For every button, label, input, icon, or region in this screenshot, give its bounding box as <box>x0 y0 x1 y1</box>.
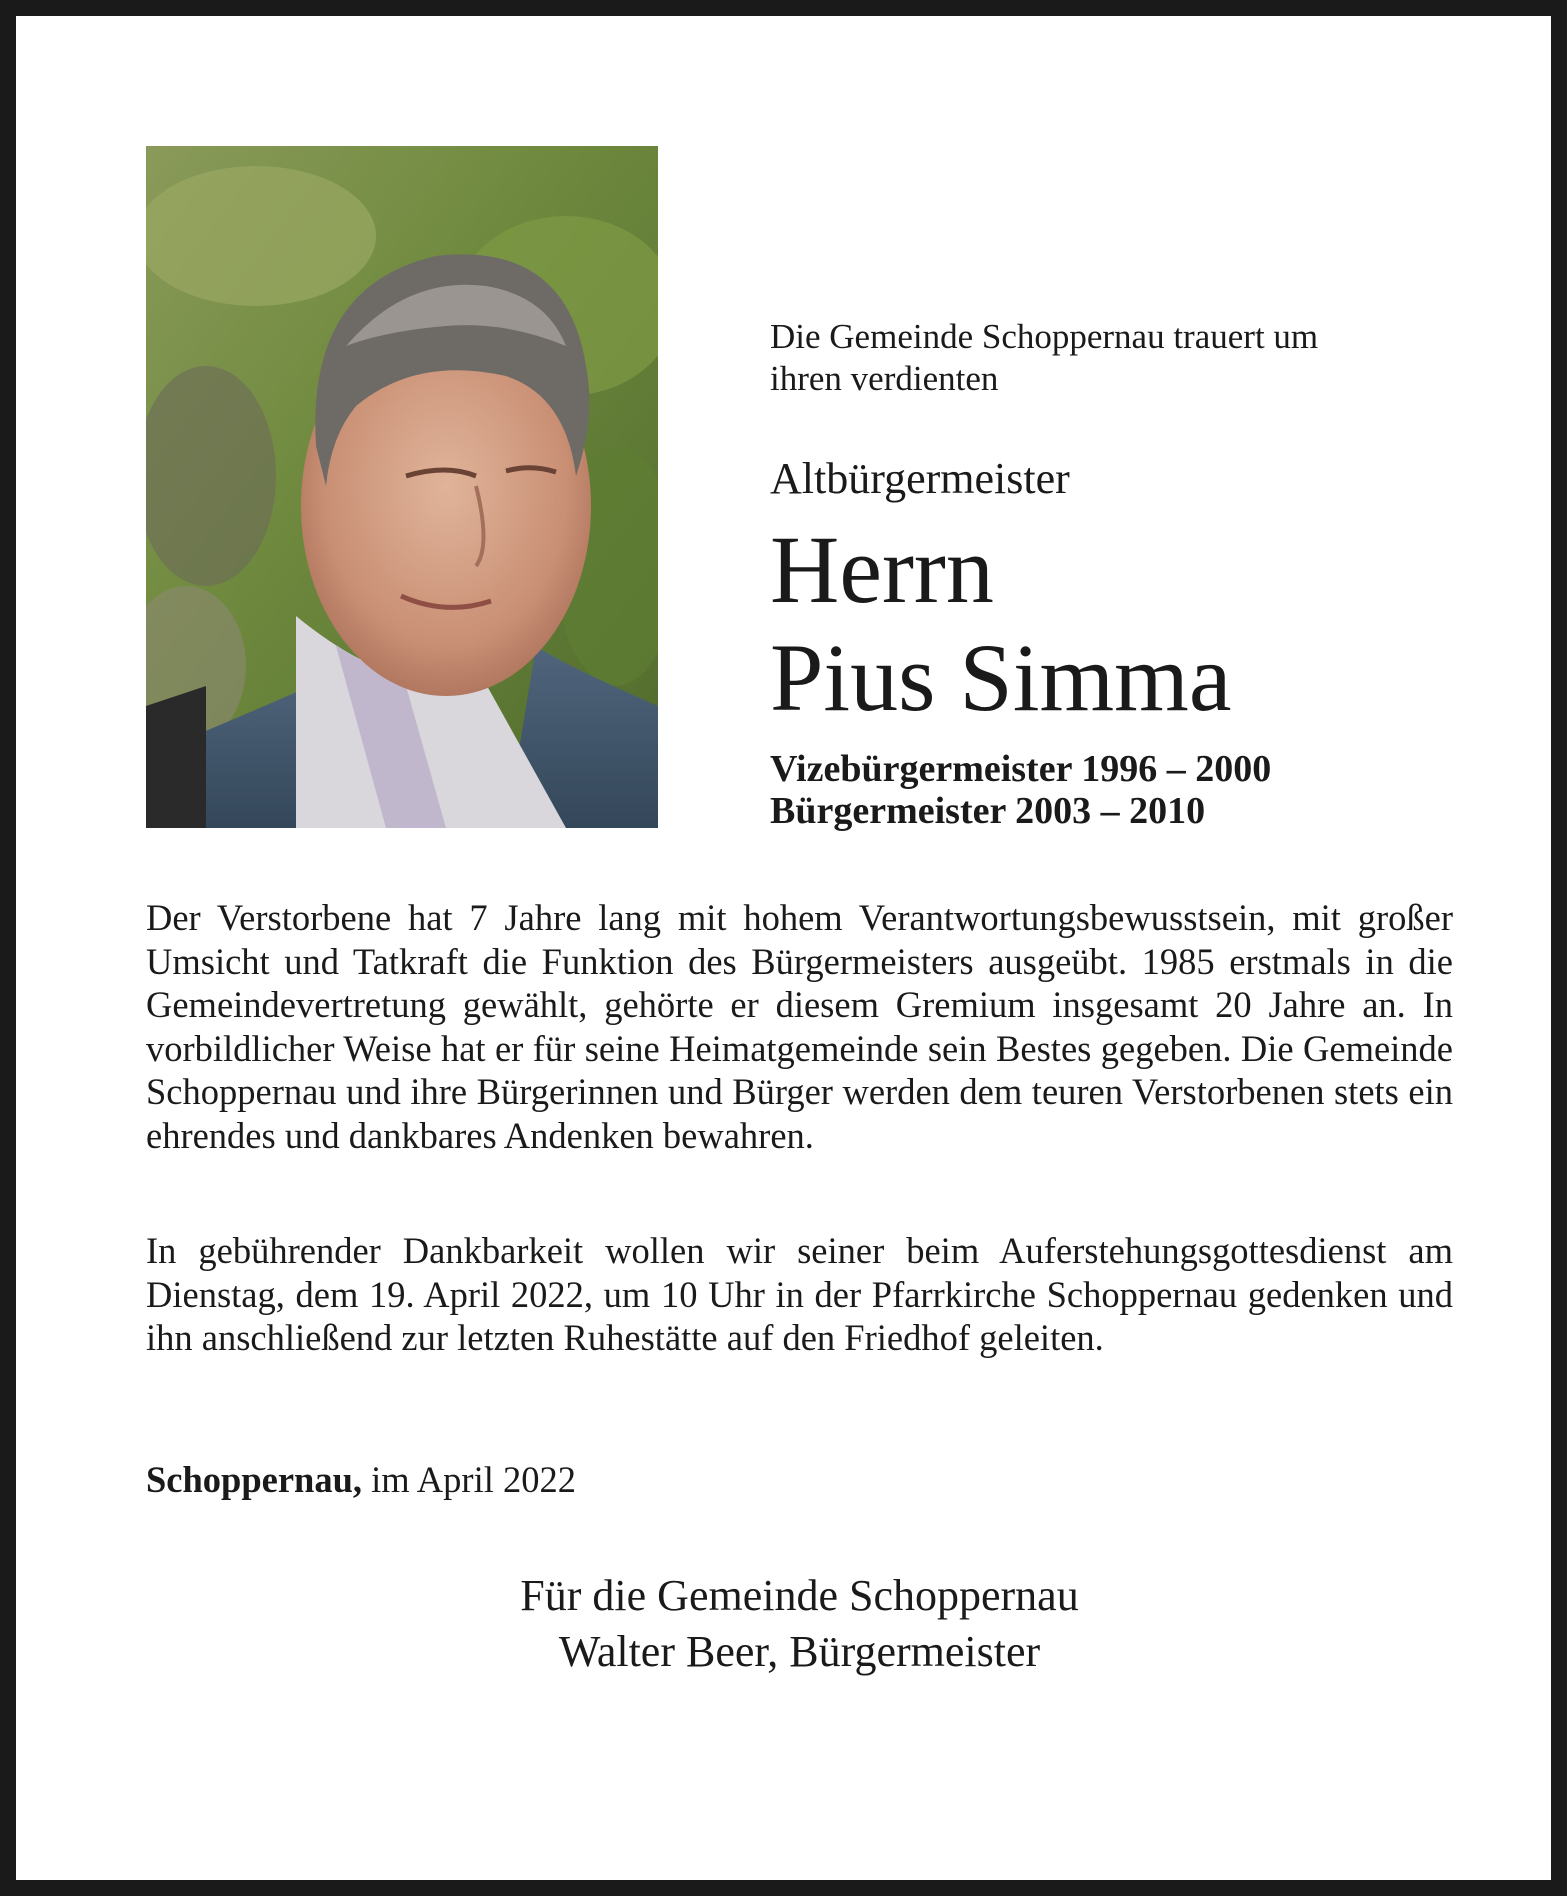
offices-held <box>770 748 1271 832</box>
signature-line-2: Walter Beer, Bürgermeister <box>558 1627 1041 1676</box>
intro-text <box>770 316 1490 400</box>
signature-block <box>146 1568 1453 1680</box>
place-town: Schoppernau, <box>146 1459 363 1500</box>
intro-line-2: ihren verdienten <box>770 359 999 398</box>
office-vice-mayor: Vizebürgermeister 1996 – 2000 <box>770 748 1272 790</box>
place-and-date <box>146 1458 576 1502</box>
deceased-name <box>770 516 1231 732</box>
tribute-paragraph: Der Verstorbene hat 7 Jahre lang mit hohem Verantwortungsbewusstsein, mit großer Umsicht und Tatkraft die Funktion des Bürgermeisters ausgeübt. 1985 erstmals in die Gemeindevertretung gewählt, gehörte er diesem Gremium insgesamt 20 Jahre an. In vorbildlicher Weise hat er für seine Heimatgemeinde sein Bestes gegeben. Die Gemeinde Schoppernau und ihre Bürgerinnen und Bürger werden dem teuren Verstorbenen stets ein ehrendes und dankbares Andenken bewahren. <box>146 897 1453 1156</box>
portrait-photo <box>146 146 658 828</box>
intro-line-1: Die Gemeinde Schoppernau trauert um <box>770 317 1319 356</box>
name-line-2: Pius Simma <box>770 624 1232 731</box>
funeral-paragraph: In gebührender Dankbarkeit wollen wir seiner beim Auferstehungsgottesdienst am Dienstag, dem 19. April 2022, um 10 Uhr in der Pfarrkirche Schoppernau gedenken und ihn anschließend zur letzten Ruhestätte auf den Friedhof geleiten. <box>146 1230 1453 1358</box>
name-line-1: Herrn <box>770 516 994 623</box>
place-date: im April 2022 <box>362 1459 576 1500</box>
signature-line-1: Für die Gemeinde Schoppernau <box>520 1571 1079 1620</box>
office-mayor: Bürgermeister 2003 – 2010 <box>770 790 1206 832</box>
deceased-title: Altbürgermeister <box>770 454 1070 503</box>
